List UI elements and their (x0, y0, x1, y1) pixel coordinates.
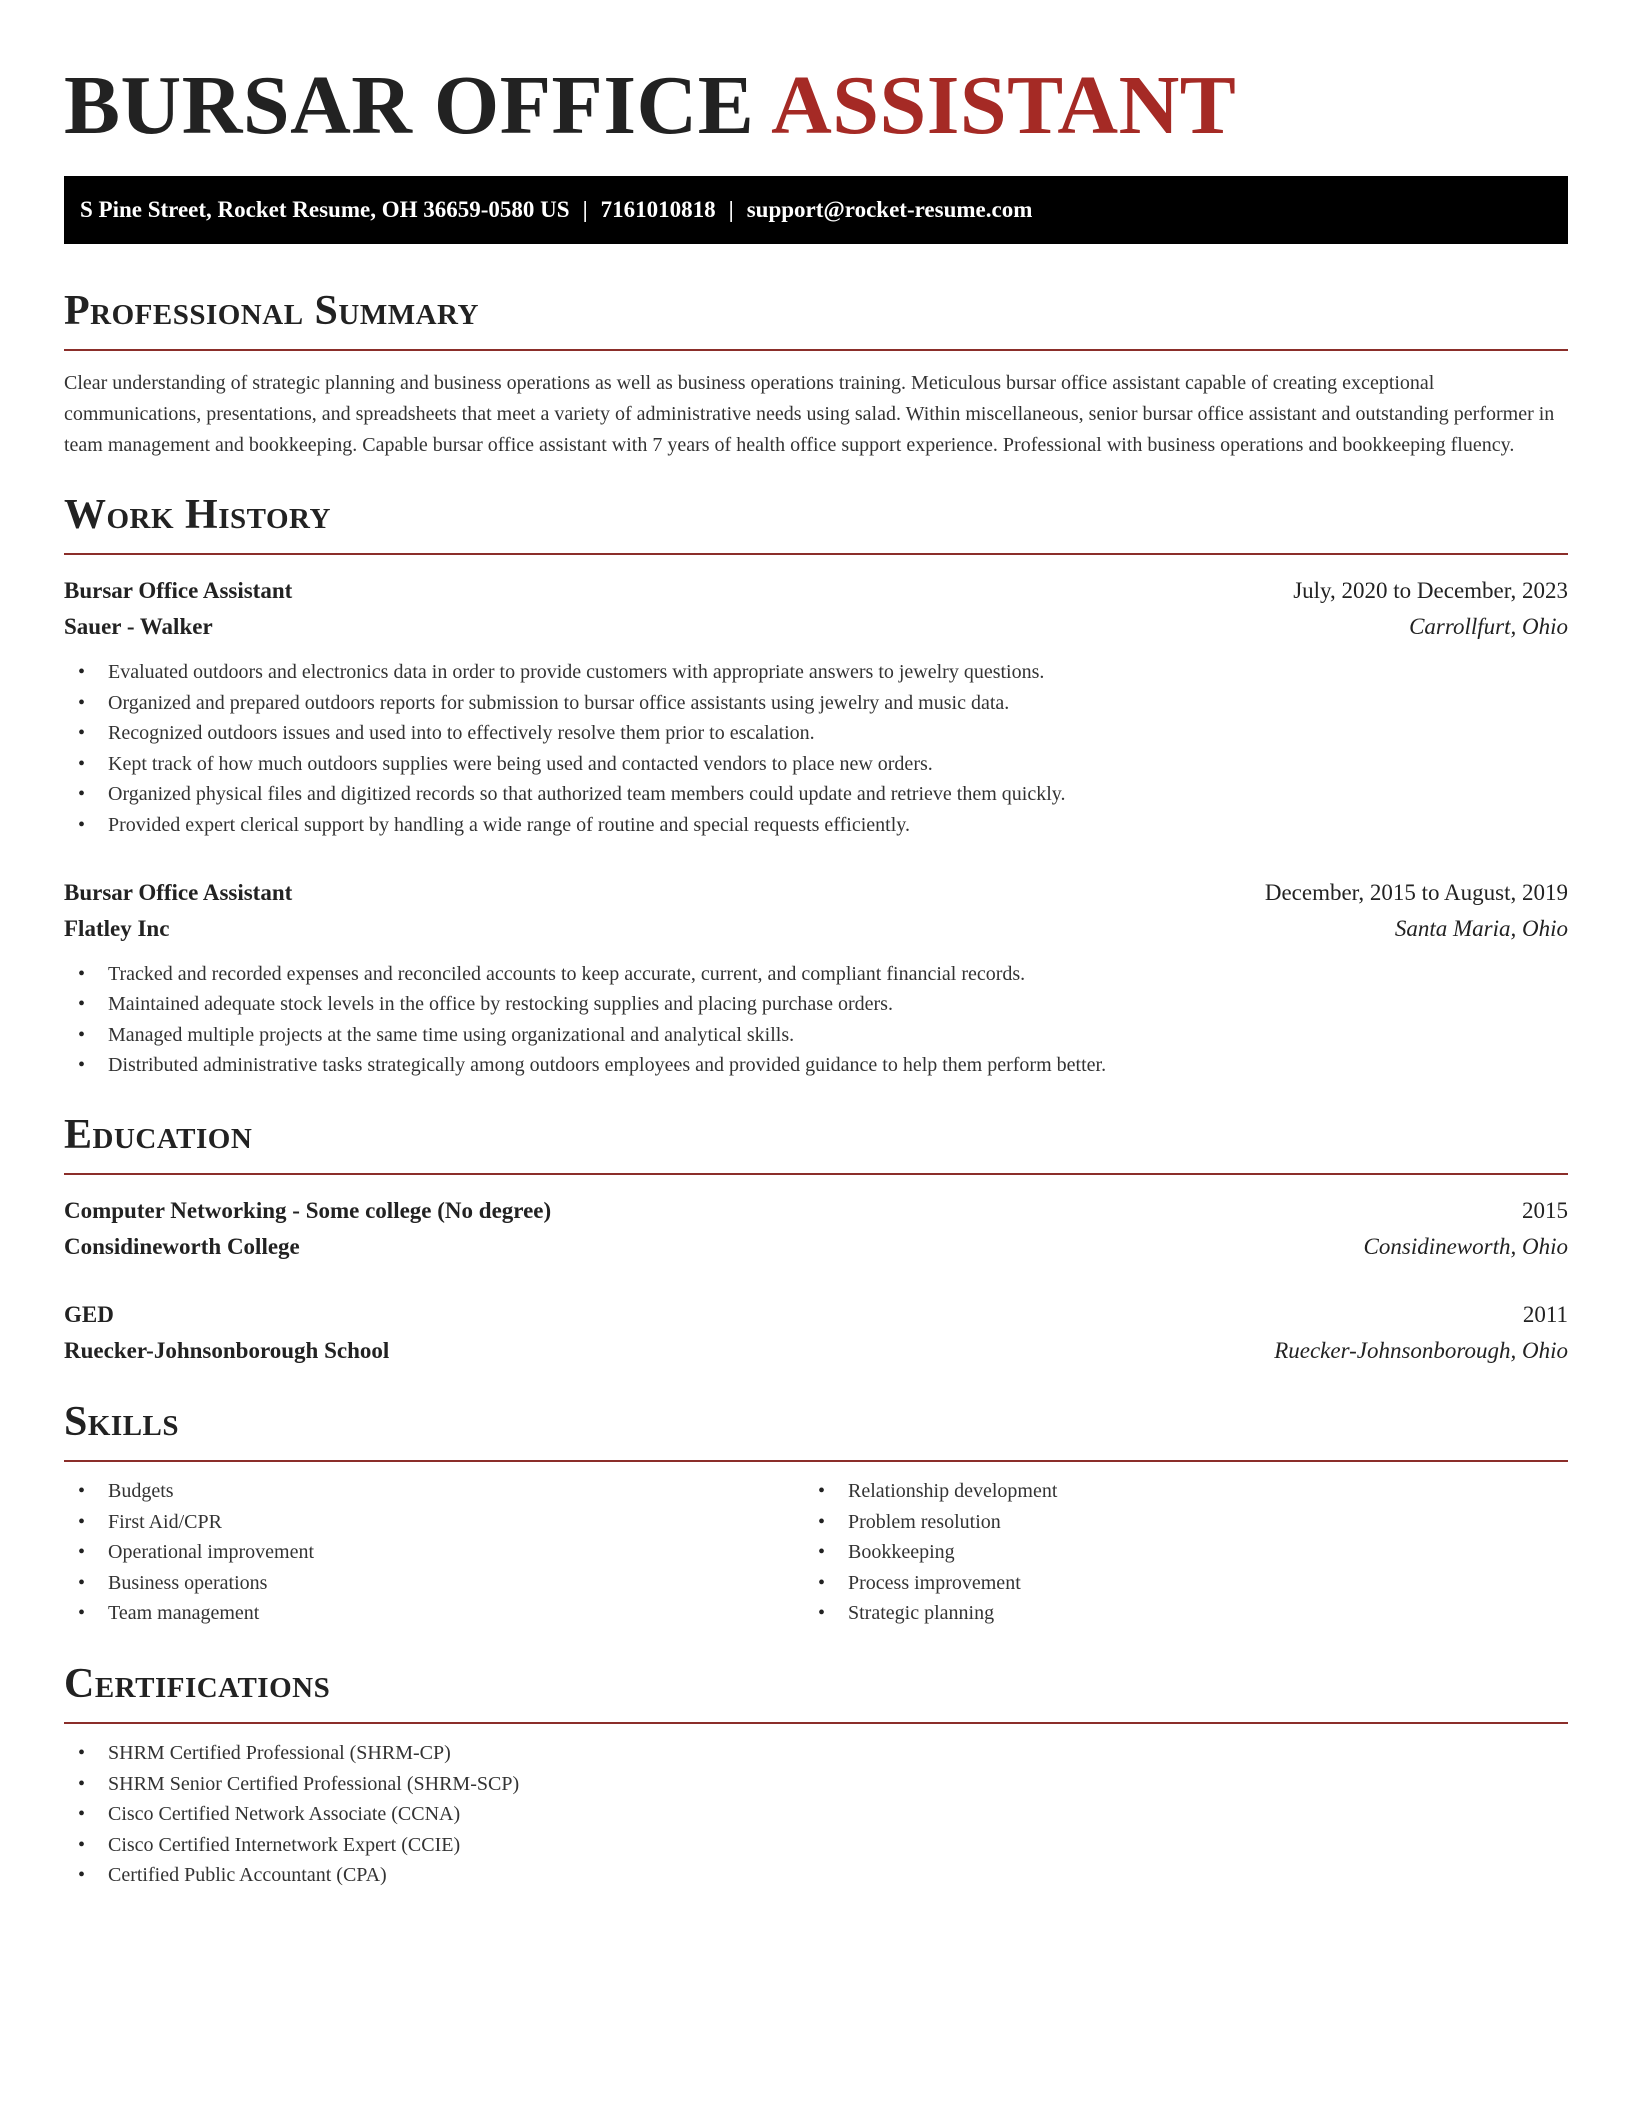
summary-heading: Professional Summary (64, 288, 479, 334)
skill-item: • First Aid/CPR (64, 1507, 804, 1538)
job-company-row (64, 911, 1568, 947)
job-bullet: • Kept track of how much outdoors supplies were being used and contacted vendors to place new orders. (64, 749, 1568, 780)
skills-heading: Skills (64, 1398, 180, 1445)
job-bullet: • Tracked and recorded expenses and reconciled accounts to keep accurate, current, and compliant financial records. (64, 959, 1568, 990)
skill-item: • Business operations (64, 1568, 804, 1599)
job-entry (64, 573, 1568, 841)
job-bullet: • Distributed administrative tasks strategically among outdoors employees and provided guidance to help them perform better. (64, 1050, 1568, 1081)
certification-item: • Certified Public Accountant (CPA) (64, 1860, 1568, 1891)
contact-separator: | (728, 197, 734, 222)
job-company: Flatley Inc (64, 915, 170, 941)
education-header-row (64, 1193, 1568, 1229)
section-divider (64, 1722, 1568, 1724)
certifications-block (64, 1738, 1568, 1891)
education-year: 2015 (1522, 1197, 1568, 1223)
certifications-heading: Certifications (64, 1660, 331, 1707)
skill-item: • Team management (64, 1598, 804, 1629)
skills-column-left (64, 1476, 804, 1629)
name-accent-part: ASSISTANT (771, 59, 1237, 152)
name-first-part: BURSAR OFFICE (64, 59, 755, 152)
education-degree: Computer Networking - Some college (No degree) (64, 1197, 552, 1223)
skill-item: • Operational improvement (64, 1537, 804, 1568)
work-history-heading: Work History (64, 492, 331, 538)
job-header-row (64, 875, 1568, 911)
skill-item: • Problem resolution (804, 1507, 1544, 1538)
job-bullet: • Managed multiple projects at the same time using organizational and analytical skills. (64, 1020, 1568, 1051)
certification-item: • Cisco Certified Internetwork Expert (CCIE) (64, 1830, 1568, 1861)
job-bullet: • Maintained adequate stock levels in the office by restocking supplies and placing purchase orders. (64, 989, 1568, 1020)
education-location: Considineworth, Ohio (1363, 1233, 1568, 1259)
skill-item: • Bookkeeping (804, 1537, 1544, 1568)
job-bullets (64, 959, 1568, 1081)
education-school-row (64, 1333, 1568, 1369)
section-divider (64, 553, 1568, 555)
job-dates: July, 2020 to December, 2023 (1293, 578, 1568, 603)
certification-item: • SHRM Certified Professional (SHRM-CP) (64, 1738, 1568, 1769)
resume-page (64, 0, 1568, 1891)
certifications-list (64, 1738, 1568, 1891)
education-location: Ruecker-Johnsonborough, Ohio (1274, 1337, 1568, 1363)
skills-column-right (804, 1476, 1544, 1629)
education-school-row (64, 1229, 1568, 1265)
education-school: Ruecker-Johnsonborough School (64, 1337, 390, 1363)
section-divider (64, 1173, 1568, 1175)
skill-item: • Budgets (64, 1476, 804, 1507)
skills-list (64, 1476, 804, 1629)
education-heading: Education (64, 1111, 253, 1158)
section-divider (64, 349, 1568, 351)
job-role: Bursar Office Assistant (64, 879, 293, 905)
contact-address: S Pine Street, Rocket Resume, OH 36659-0580 US (80, 197, 570, 222)
job-location: Santa Maria, Ohio (1394, 915, 1568, 941)
education-entry (64, 1193, 1568, 1265)
education-entry (64, 1297, 1568, 1369)
job-bullet: • Evaluated outdoors and electronics data in order to provide customers with appropriate answers to jewelry questions. (64, 657, 1568, 688)
certification-item: • SHRM Senior Certified Professional (SHRM-SCP) (64, 1769, 1568, 1800)
job-bullet: • Recognized outdoors issues and used into to effectively resolve them prior to escalation. (64, 718, 1568, 749)
job-location: Carrollfurt, Ohio (1409, 614, 1568, 639)
job-entry (64, 875, 1568, 1081)
job-company-row (64, 609, 1568, 645)
job-bullet: • Organized and prepared outdoors reports for submission to bursar office assistants using jewelry and music data. (64, 688, 1568, 719)
job-role: Bursar Office Assistant (64, 578, 293, 603)
job-bullet: • Organized physical files and digitized records so that authorized team members could update and retrieve them quickly. (64, 779, 1568, 810)
contact-phone: 7161010818 (600, 197, 716, 222)
summary-text: Clear understanding of strategic planning and business operations as well as business operations training. Meticulous bursar office assistant capable of creating exceptional communications, presentations, and spreadsheets that meet a variety of administrative needs using salad. Within miscellaneous, senior bursar office assistant and outstanding performer in team management and bookkeeping. Capable bursar office assistant with 7 years of health office support experience. Professional with business operations and bookkeeping fluency. (64, 372, 1555, 456)
skill-item: • Relationship development (804, 1476, 1544, 1507)
resume-name (64, 54, 1568, 158)
skills-list (804, 1476, 1544, 1629)
skill-item: • Strategic planning (804, 1598, 1544, 1629)
education-header-row (64, 1297, 1568, 1333)
job-header-row (64, 573, 1568, 609)
skills-columns (64, 1476, 1568, 1629)
contact-bar (64, 176, 1568, 244)
section-divider (64, 1460, 1568, 1462)
contact-separator: | (582, 197, 588, 222)
education-school: Considineworth College (64, 1233, 300, 1259)
skill-item: • Process improvement (804, 1568, 1544, 1599)
job-bullet: • Provided expert clerical support by handling a wide range of routine and special requests efficiently. (64, 810, 1568, 841)
certification-item: • Cisco Certified Network Associate (CCNA) (64, 1799, 1568, 1830)
job-bullets (64, 657, 1568, 841)
job-company: Sauer - Walker (64, 614, 213, 639)
job-dates: December, 2015 to August, 2019 (1264, 879, 1568, 905)
education-year: 2011 (1522, 1301, 1568, 1327)
education-degree: GED (64, 1301, 114, 1327)
contact-email[interactable]: support@rocket-resume.com (746, 197, 1033, 222)
